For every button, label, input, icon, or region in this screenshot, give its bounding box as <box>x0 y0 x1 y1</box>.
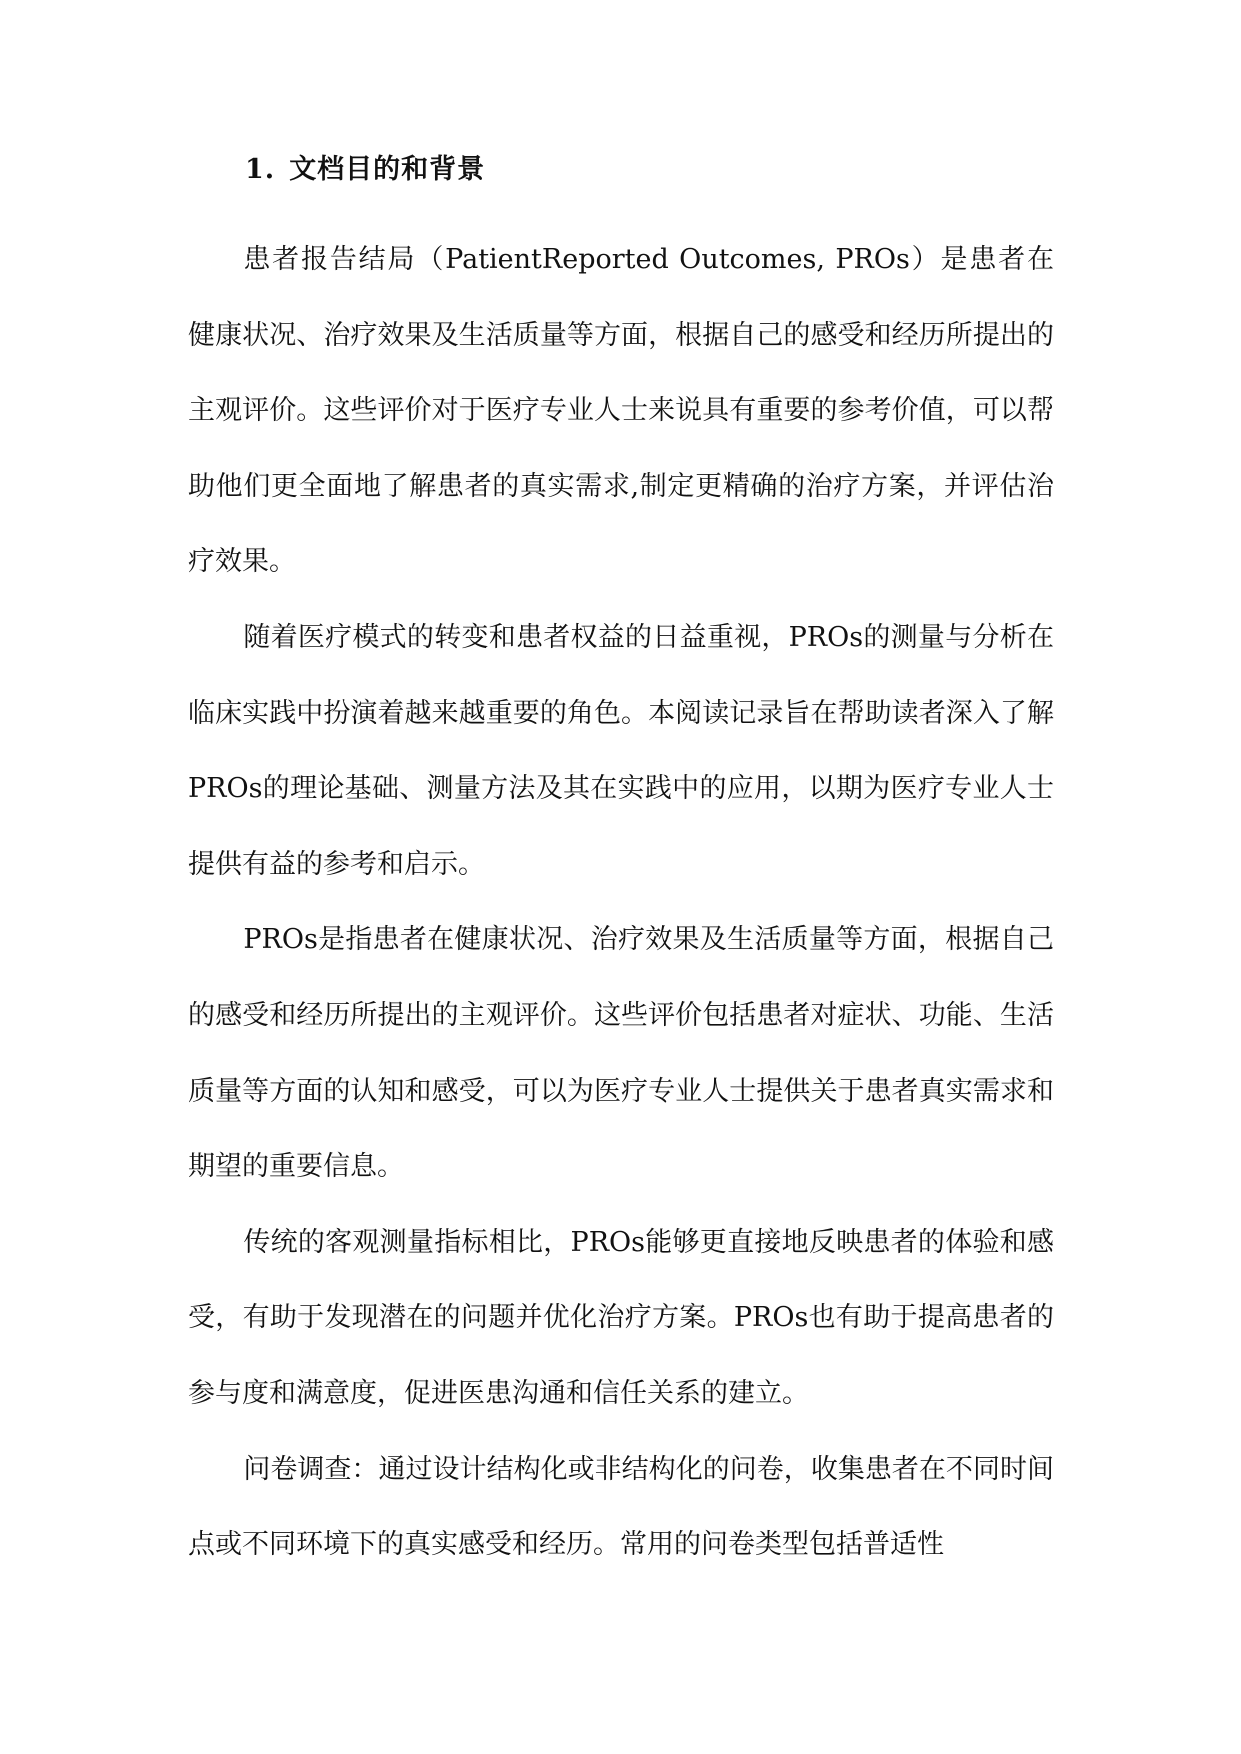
section-heading <box>245 150 485 190</box>
paragraph: 随着医疗模式的转变和患者权益的日益重视，PROs的测量与分析在临床实践中扮演着越来越重要的角色。本阅读记录旨在帮助读者深入了解PROs的理论基础、测量方法及其在实践中的应用，以期为医疗专业人士提供有益的参考和启示。 <box>188 621 1054 880</box>
document-body <box>188 222 1054 1583</box>
paragraph: 患者报告结局（PatientReported Outcomes, PROs）是患者在健康状况、治疗效果及生活质量等方面，根据自己的感受和经历所提出的主观评价。这些评价对于医疗专业人士来说具有重要的参考价值，可以帮助他们更全面地了解患者的真实需求,制定更精确的治疗方案，并评估治疗效果。 <box>188 244 1054 578</box>
paragraph: PROs是指患者在健康状况、治疗效果及生活质量等方面，根据自己的感受和经历所提出的主观评价。这些评价包括患者对症状、功能、生活质量等方面的认知和感受，可以为医疗专业人士提供关于患者真实需求和期望的重要信息。 <box>188 924 1054 1183</box>
section-title: 文档目的和背景 <box>289 154 486 185</box>
section-number: 1. <box>245 154 276 185</box>
paragraph: 传统的客观测量指标相比，PROs能够更直接地反映患者的体验和感受，有助于发现潜在的问题并优化治疗方案。PROs也有助于提高患者的参与度和满意度，促进医患沟通和信任关系的建立。 <box>188 1226 1054 1409</box>
paragraph: 问卷调查：通过设计结构化或非结构化的问卷，收集患者在不同时间点或不同环境下的真实感受和经历。常用的问卷类型包括普适性 <box>188 1453 1054 1561</box>
